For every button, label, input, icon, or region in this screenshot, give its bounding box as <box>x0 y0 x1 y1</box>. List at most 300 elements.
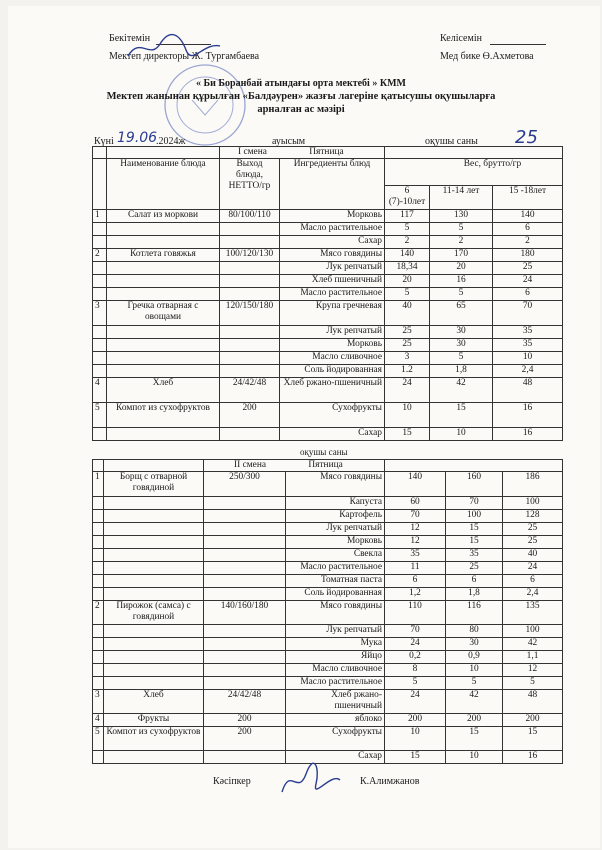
weight-age2: 1,8 <box>446 588 503 601</box>
menu-row <box>93 677 563 690</box>
dish-output <box>204 497 286 510</box>
weight-age3: 135 <box>503 601 563 625</box>
ingredient: яблоко <box>286 714 385 727</box>
ingredient: Капуста <box>286 497 385 510</box>
menu-row <box>93 210 563 223</box>
weight-age3: 186 <box>503 472 563 497</box>
row-number: 1 <box>93 472 104 497</box>
menu-row <box>93 601 563 625</box>
footer-role: Кәсіпкер <box>213 776 251 787</box>
weight-age1: 1,2 <box>385 588 446 601</box>
weight-age3: 25 <box>493 262 563 275</box>
ingredient: Яйцо <box>286 651 385 664</box>
dish-name <box>107 236 220 249</box>
dish-output <box>204 664 286 677</box>
ingredient: Сухофрукты <box>280 403 385 428</box>
dish-output: 24/42/48 <box>204 690 286 714</box>
weight-age3: 42 <box>503 638 563 651</box>
weight-age3: 180 <box>493 249 563 262</box>
weight-age1: 18,34 <box>385 262 430 275</box>
row-number: 2 <box>93 601 104 625</box>
weight-age2: 5 <box>430 352 493 365</box>
menu-row <box>93 510 563 523</box>
dish-output <box>204 651 286 664</box>
row-number <box>93 236 107 249</box>
menu-row <box>93 339 563 352</box>
weight-age2: 170 <box>430 249 493 262</box>
row-number <box>93 497 104 510</box>
weight-age2: 20 <box>430 262 493 275</box>
dish-output <box>220 223 280 236</box>
weight-age3: 35 <box>493 326 563 339</box>
dish-output: 200 <box>204 727 286 751</box>
dish-name: Котлета говяжья <box>107 249 220 262</box>
shift-label: ауысым <box>272 136 306 147</box>
menu-row <box>93 236 563 249</box>
weight-age1: 5 <box>385 677 446 690</box>
dish-output <box>220 288 280 301</box>
menu-table-shift2 <box>92 459 563 764</box>
row-number <box>93 275 107 288</box>
row-number <box>93 588 104 601</box>
signature-line <box>490 44 546 45</box>
shift2-rows <box>93 472 563 764</box>
menu-row <box>93 472 563 497</box>
weight-age3: 5 <box>503 677 563 690</box>
dish-name: Компот из сухофруктов <box>107 403 220 428</box>
weight-age3: 35 <box>493 339 563 352</box>
weight-age1: 15 <box>385 751 446 764</box>
weight-age1: 2 <box>385 236 430 249</box>
dish-output <box>220 352 280 365</box>
menu-title-line1: Мектеп жанынан құрылған «Балдәурен» жазғы лагеріне қатысушы оқушыларға <box>106 91 496 102</box>
weight-age3: 100 <box>503 625 563 638</box>
weight-age3: 16 <box>493 403 563 428</box>
menu-row <box>93 523 563 536</box>
ingredient: Сахар <box>280 236 385 249</box>
weight-age1: 200 <box>385 714 446 727</box>
row-number <box>93 625 104 638</box>
weight-age1: 24 <box>385 378 430 403</box>
weight-age2: 30 <box>430 339 493 352</box>
dish-output <box>204 536 286 549</box>
weight-age2: 10 <box>446 664 503 677</box>
menu-row <box>93 714 563 727</box>
dish-name <box>107 339 220 352</box>
row-number: 2 <box>93 249 107 262</box>
students-label: оқушы саны <box>425 136 478 147</box>
row-number <box>93 223 107 236</box>
menu-row <box>93 352 563 365</box>
weight-age1: 20 <box>385 275 430 288</box>
weight-age2: 65 <box>430 301 493 326</box>
weight-age2: 200 <box>446 714 503 727</box>
dish-name <box>104 588 204 601</box>
weight-age2: 30 <box>446 638 503 651</box>
row-number: 1 <box>93 210 107 223</box>
dish-name <box>107 326 220 339</box>
weight-age3: 40 <box>503 549 563 562</box>
dish-name <box>104 549 204 562</box>
dish-name <box>107 352 220 365</box>
ingredient: Сахар <box>280 428 385 441</box>
menu-row <box>93 223 563 236</box>
entrepreneur-signature <box>276 762 346 800</box>
weight-age3: 2,4 <box>503 588 563 601</box>
ingredient: Масло сливочное <box>286 664 385 677</box>
menu-row <box>93 428 563 441</box>
dish-name: Компот из сухофруктов <box>104 727 204 751</box>
students-count-handwritten: 25 <box>515 127 538 148</box>
shift2-day: Пятница <box>308 460 343 470</box>
weight-age1: 24 <box>385 690 446 714</box>
dish-output <box>204 625 286 638</box>
date-handwritten: 19.06 <box>117 130 158 146</box>
weight-age2: 160 <box>446 472 503 497</box>
ingredient: Морковь <box>286 536 385 549</box>
row-number <box>93 651 104 664</box>
dish-name <box>107 365 220 378</box>
weight-age3: 25 <box>503 536 563 549</box>
menu-title-line2: арналған ас мәзірі <box>257 104 345 115</box>
agree-title: Келісемін <box>440 33 482 44</box>
weight-age3: 140 <box>493 210 563 223</box>
weight-age3: 2 <box>493 236 563 249</box>
menu-row <box>93 638 563 651</box>
ingredient: Хлеб ржано-пшеничный <box>286 690 385 714</box>
ingredient: Лук репчатый <box>286 523 385 536</box>
weight-age1: 11 <box>385 562 446 575</box>
weight-age3: 48 <box>503 690 563 714</box>
agree-position: Мед бике Ө.Ахметова <box>440 51 534 62</box>
weight-age1: 15 <box>385 428 430 441</box>
ingredient: Хлеб пшеничный <box>280 275 385 288</box>
weight-age2: 15 <box>446 536 503 549</box>
menu-row <box>93 262 563 275</box>
dish-name: Пирожок (самса) с говядиной <box>104 601 204 625</box>
row-number: 4 <box>93 378 107 403</box>
weight-age2: 30 <box>430 326 493 339</box>
weight-age2: 5 <box>430 223 493 236</box>
menu-row <box>93 625 563 638</box>
row-number <box>93 751 104 764</box>
dish-output <box>220 262 280 275</box>
dish-output <box>204 677 286 690</box>
weight-age3: 16 <box>503 751 563 764</box>
shift1-day: Пятница <box>309 147 344 157</box>
menu-row <box>93 549 563 562</box>
weight-age3: 128 <box>503 510 563 523</box>
dish-name: Салат из моркови <box>107 210 220 223</box>
weight-age1: 70 <box>385 625 446 638</box>
col-weight-header: Вес, брутто/гр <box>385 159 563 186</box>
weight-age2: 100 <box>446 510 503 523</box>
weight-age3: 24 <box>503 562 563 575</box>
ingredient: Лук репчатый <box>280 326 385 339</box>
weight-age1: 3 <box>385 352 430 365</box>
ingredient: Мясо говядины <box>286 601 385 625</box>
menu-row <box>93 588 563 601</box>
weight-age1: 10 <box>385 403 430 428</box>
ingredient: Лук репчатый <box>286 625 385 638</box>
col-ingredients-header: Ингредиенты блюд <box>280 159 385 210</box>
row-number: 5 <box>93 403 107 428</box>
dish-name <box>104 510 204 523</box>
dish-name <box>107 262 220 275</box>
weight-age3: 100 <box>503 497 563 510</box>
dish-name <box>107 223 220 236</box>
weight-age2: 6 <box>446 575 503 588</box>
weight-age2: 80 <box>446 625 503 638</box>
row-number <box>93 326 107 339</box>
ingredient: Соль йодированная <box>280 365 385 378</box>
ingredient: Сухофрукты <box>286 727 385 751</box>
dish-output <box>220 428 280 441</box>
ingredient: Масло сливочное <box>280 352 385 365</box>
menu-row <box>93 497 563 510</box>
row-number <box>93 638 104 651</box>
weight-age2: 15 <box>430 403 493 428</box>
age-group-3: 15 -18лет <box>493 186 563 210</box>
weight-age2: 130 <box>430 210 493 223</box>
row-number <box>93 510 104 523</box>
dish-output: 80/100/110 <box>220 210 280 223</box>
weight-age1: 0,2 <box>385 651 446 664</box>
ingredient: Масло растительное <box>280 288 385 301</box>
weight-age3: 2,4 <box>493 365 563 378</box>
menu-row <box>93 288 563 301</box>
weight-age2: 5 <box>446 677 503 690</box>
weight-age1: 25 <box>385 339 430 352</box>
weight-age1: 5 <box>385 288 430 301</box>
dish-output <box>204 575 286 588</box>
weight-age1: 140 <box>385 249 430 262</box>
weight-age1: 8 <box>385 664 446 677</box>
ingredient: Морковь <box>280 339 385 352</box>
dish-output <box>204 523 286 536</box>
shift2-label: II смена <box>234 460 267 470</box>
dish-output <box>204 588 286 601</box>
dish-output <box>220 236 280 249</box>
menu-row <box>93 575 563 588</box>
row-number: 5 <box>93 727 104 751</box>
row-number <box>93 288 107 301</box>
dish-name <box>107 428 220 441</box>
ingredient: Мука <box>286 638 385 651</box>
shift1-rows <box>93 210 563 441</box>
menu-row <box>93 562 563 575</box>
ingredient: Соль йодированная <box>286 588 385 601</box>
weight-age3: 10 <box>493 352 563 365</box>
weight-age2: 15 <box>446 523 503 536</box>
menu-row <box>93 403 563 428</box>
dish-output: 200 <box>220 403 280 428</box>
dish-name: Хлеб <box>107 378 220 403</box>
dish-output <box>204 751 286 764</box>
row-number <box>93 562 104 575</box>
age-group-2: 11-14 лет <box>430 186 493 210</box>
row-number <box>93 664 104 677</box>
weight-age1: 6 <box>385 575 446 588</box>
dish-name <box>104 523 204 536</box>
dish-name <box>104 664 204 677</box>
dish-name: Фрукты <box>104 714 204 727</box>
dish-name: Борщ с отварной говядиной <box>104 472 204 497</box>
menu-row <box>93 651 563 664</box>
dish-output <box>220 326 280 339</box>
dish-name <box>107 288 220 301</box>
dish-name <box>104 562 204 575</box>
menu-row <box>93 249 563 262</box>
row-number <box>93 262 107 275</box>
dish-name <box>104 625 204 638</box>
row-number <box>93 523 104 536</box>
weight-age3: 15 <box>503 727 563 751</box>
row-number <box>93 352 107 365</box>
dish-name <box>104 638 204 651</box>
weight-age3: 6 <box>503 575 563 588</box>
menu-row <box>93 326 563 339</box>
dish-output <box>220 275 280 288</box>
weight-age2: 70 <box>446 497 503 510</box>
weight-age3: 6 <box>493 288 563 301</box>
menu-row <box>93 664 563 677</box>
school-name: « Би Боранбай атындағы орта мектебі » КММ <box>196 78 406 89</box>
dish-output: 24/42/48 <box>220 378 280 403</box>
weight-age2: 116 <box>446 601 503 625</box>
year-text: .2024ж <box>156 136 186 147</box>
approve-position: Мектеп директоры Ж. Тургамбаева <box>109 51 260 62</box>
weight-age2: 10 <box>446 751 503 764</box>
weight-age3: 70 <box>493 301 563 326</box>
col-output-header: Выход блюда, НЕТТО/гр <box>220 159 280 210</box>
col-name-header: Наименование блюда <box>107 159 220 210</box>
weight-age3: 24 <box>493 275 563 288</box>
menu-row <box>93 690 563 714</box>
row-number: 3 <box>93 690 104 714</box>
ingredient: Мясо говядины <box>280 249 385 262</box>
menu-table-shift1 <box>92 146 563 441</box>
dish-output <box>204 562 286 575</box>
ingredient: Свекла <box>286 549 385 562</box>
weight-age1: 1.2 <box>385 365 430 378</box>
weight-age1: 25 <box>385 326 430 339</box>
ingredient: Мясо говядины <box>286 472 385 497</box>
ingredient: Масло растительное <box>280 223 385 236</box>
weight-age3: 48 <box>493 378 563 403</box>
weight-age2: 0,9 <box>446 651 503 664</box>
weight-age1: 140 <box>385 472 446 497</box>
dish-output <box>204 638 286 651</box>
weight-age1: 5 <box>385 223 430 236</box>
weight-age1: 12 <box>385 536 446 549</box>
weight-age3: 12 <box>503 664 563 677</box>
dish-output <box>204 510 286 523</box>
row-number <box>93 549 104 562</box>
weight-age2: 5 <box>430 288 493 301</box>
row-number <box>93 536 104 549</box>
menu-row <box>93 365 563 378</box>
ingredient: Лук репчатый <box>280 262 385 275</box>
row-number <box>93 575 104 588</box>
row-number <box>93 365 107 378</box>
menu-row <box>93 727 563 751</box>
dish-name <box>104 497 204 510</box>
weight-age1: 35 <box>385 549 446 562</box>
weight-age1: 117 <box>385 210 430 223</box>
row-number <box>93 339 107 352</box>
weight-age2: 16 <box>430 275 493 288</box>
footer-name: К.Алимжанов <box>360 776 420 787</box>
shift1-label: I смена <box>238 147 267 157</box>
row-number: 3 <box>93 301 107 326</box>
weight-age2: 35 <box>446 549 503 562</box>
menu-row <box>93 275 563 288</box>
menu-row <box>93 301 563 326</box>
weight-age2: 10 <box>430 428 493 441</box>
weight-age2: 42 <box>430 378 493 403</box>
weight-age1: 12 <box>385 523 446 536</box>
approve-title: Бекітемін <box>109 33 151 44</box>
weight-age2: 2 <box>430 236 493 249</box>
weight-age1: 110 <box>385 601 446 625</box>
ingredient: Масло растительное <box>286 677 385 690</box>
ingredient: Крупа гречневая <box>280 301 385 326</box>
dish-name <box>104 575 204 588</box>
ingredient: Сахар <box>286 751 385 764</box>
weight-age3: 1,1 <box>503 651 563 664</box>
ingredient: Масло растительное <box>286 562 385 575</box>
dish-name <box>104 536 204 549</box>
students-label-2: оқушы саны <box>300 447 348 457</box>
menu-row <box>93 378 563 403</box>
weight-age1: 70 <box>385 510 446 523</box>
dish-name: Гречка отварная с овощами <box>107 301 220 326</box>
ingredient: Хлеб ржано-пшеничный <box>280 378 385 403</box>
dish-name <box>107 275 220 288</box>
dish-name <box>104 651 204 664</box>
weight-age1: 10 <box>385 727 446 751</box>
row-number <box>93 677 104 690</box>
age-group-1: 6 (7)-10лет <box>385 186 430 210</box>
dish-name <box>104 677 204 690</box>
weight-age3: 6 <box>493 223 563 236</box>
dish-output <box>220 339 280 352</box>
dish-output: 140/160/180 <box>204 601 286 625</box>
weight-age2: 15 <box>446 727 503 751</box>
weight-age1: 60 <box>385 497 446 510</box>
dish-output <box>204 549 286 562</box>
dish-output <box>220 365 280 378</box>
dish-name: Хлеб <box>104 690 204 714</box>
weight-age3: 200 <box>503 714 563 727</box>
menu-row <box>93 536 563 549</box>
weight-age2: 1,8 <box>430 365 493 378</box>
weight-age3: 16 <box>493 428 563 441</box>
dish-name <box>104 751 204 764</box>
row-number: 4 <box>93 714 104 727</box>
row-number <box>93 428 107 441</box>
weight-age1: 24 <box>385 638 446 651</box>
ingredient: Томатная паста <box>286 575 385 588</box>
ingredient: Морковь <box>280 210 385 223</box>
dish-output: 120/150/180 <box>220 301 280 326</box>
ingredient: Картофель <box>286 510 385 523</box>
weight-age3: 25 <box>503 523 563 536</box>
dish-output: 250/300 <box>204 472 286 497</box>
weight-age1: 40 <box>385 301 430 326</box>
dish-output: 200 <box>204 714 286 727</box>
